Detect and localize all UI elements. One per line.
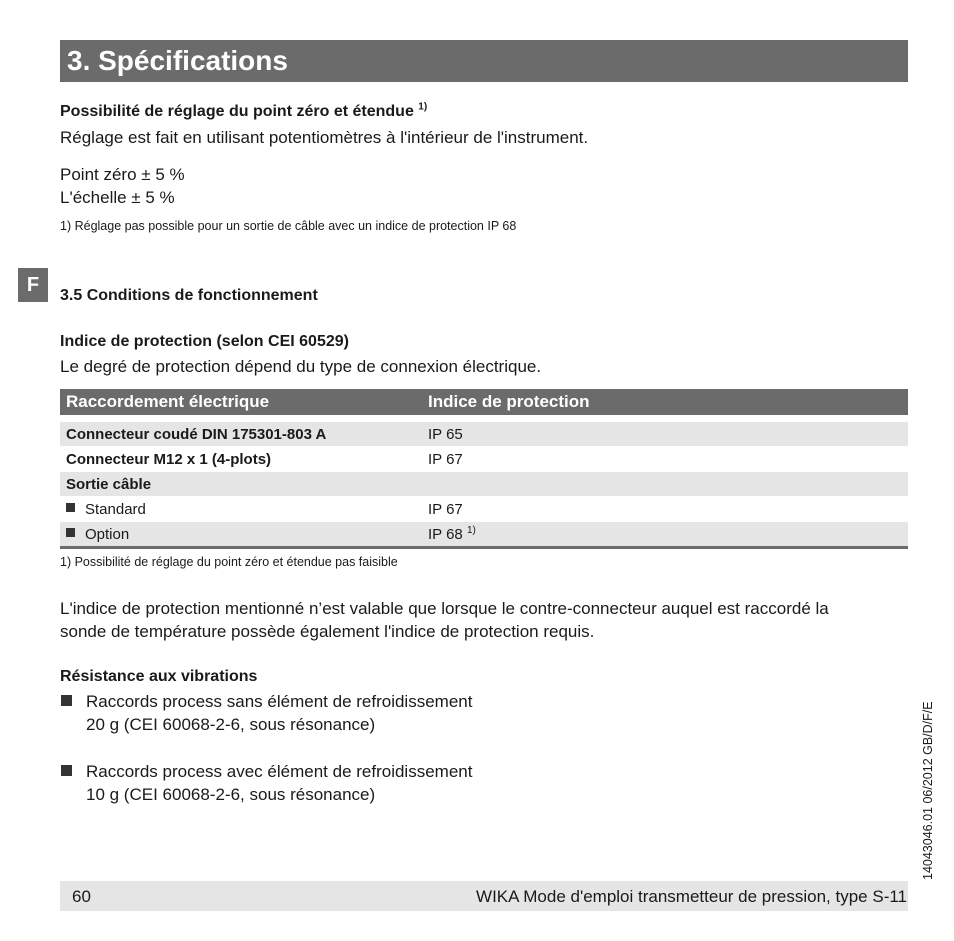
vibration-item-title: Raccords process sans élément de refroidissement [86,692,473,711]
table-row [60,522,908,548]
connection-cell: Standard [60,497,422,522]
zero-point-value: Point zéro ± 5 % [60,165,185,184]
bullet-square-icon [66,528,75,537]
conditions-heading: 3.5 Conditions de fonctionnement [60,287,318,304]
bullet-square-icon [66,503,75,512]
document-code: 14043046.01 06/2012 GB/D/F/E [921,701,935,880]
table-row [60,447,908,472]
protection-heading: Indice de protection (selon CEI 60529) [60,333,349,350]
zero-span-footnote: 1) Réglage pas possible pour un sortie de câble avec un indice de protection IP 68 [60,219,517,233]
table-header-row [60,389,908,415]
bullet-square-icon [61,695,72,706]
protection-note-line2: sonde de température possède également l'indice de protection requis. [60,622,595,641]
connection-cell: Option [60,522,422,548]
zero-span-heading: Possibilité de réglage du point zéro et étendue $^{1)}$ [60,101,428,120]
vibration-heading: Résistance aux vibrations [60,668,258,685]
span-value: L'échelle ± 5 % [60,188,175,207]
rating-cell: IP 65 [422,422,908,447]
vibration-item-value: 10 g (CEI 60068-2-6, sous résonance) [86,785,376,804]
connection-cell: Connecteur coudé DIN 175301-803 A [60,422,422,447]
rating-cell: IP 67 [422,497,908,522]
vibration-item-title: Raccords process avec élément de refroidissement [86,762,473,781]
rating-cell: IP 68 $^{1)}$ [422,522,908,548]
rating-cell [422,472,908,497]
protection-note-line1: L'indice de protection mentionné n’est valable que lorsque le contre-connecteur auquel est raccordé la [60,599,829,618]
bullet-square-icon [61,765,72,776]
section-title: 3. Spécifications [67,45,288,76]
rating-footnote-ref: 1) [466,524,476,536]
connection-cell: Connecteur M12 x 1 (4-plots) [60,447,422,472]
column-header-rating: Indice de protection [422,389,908,415]
table-row [60,472,908,497]
page-number: 60 [72,887,91,906]
table-row [60,497,908,522]
protection-description: Le degré de protection dépend du type de connexion électrique. [60,357,542,376]
protection-footnote: 1) Possibilité de réglage du point zéro et étendue pas faisible [60,555,398,569]
language-tab: F [18,268,48,302]
rating-cell: IP 67 [422,447,908,472]
connection-cell: Sortie câble [60,472,422,497]
protection-table [60,389,908,549]
column-header-connection: Raccordement électrique [60,389,422,415]
table-row [60,422,908,447]
vibration-item-value: 20 g (CEI 60068-2-6, sous résonance) [86,715,376,734]
footer-title: WIKA Mode d'emploi transmetteur de pression, type S-11 [476,887,907,906]
zero-span-description: Réglage est fait en utilisant potentiomètres à l'intérieur de l'instrument. [60,128,589,147]
zero-span-footnote-ref: 1) [418,101,428,113]
